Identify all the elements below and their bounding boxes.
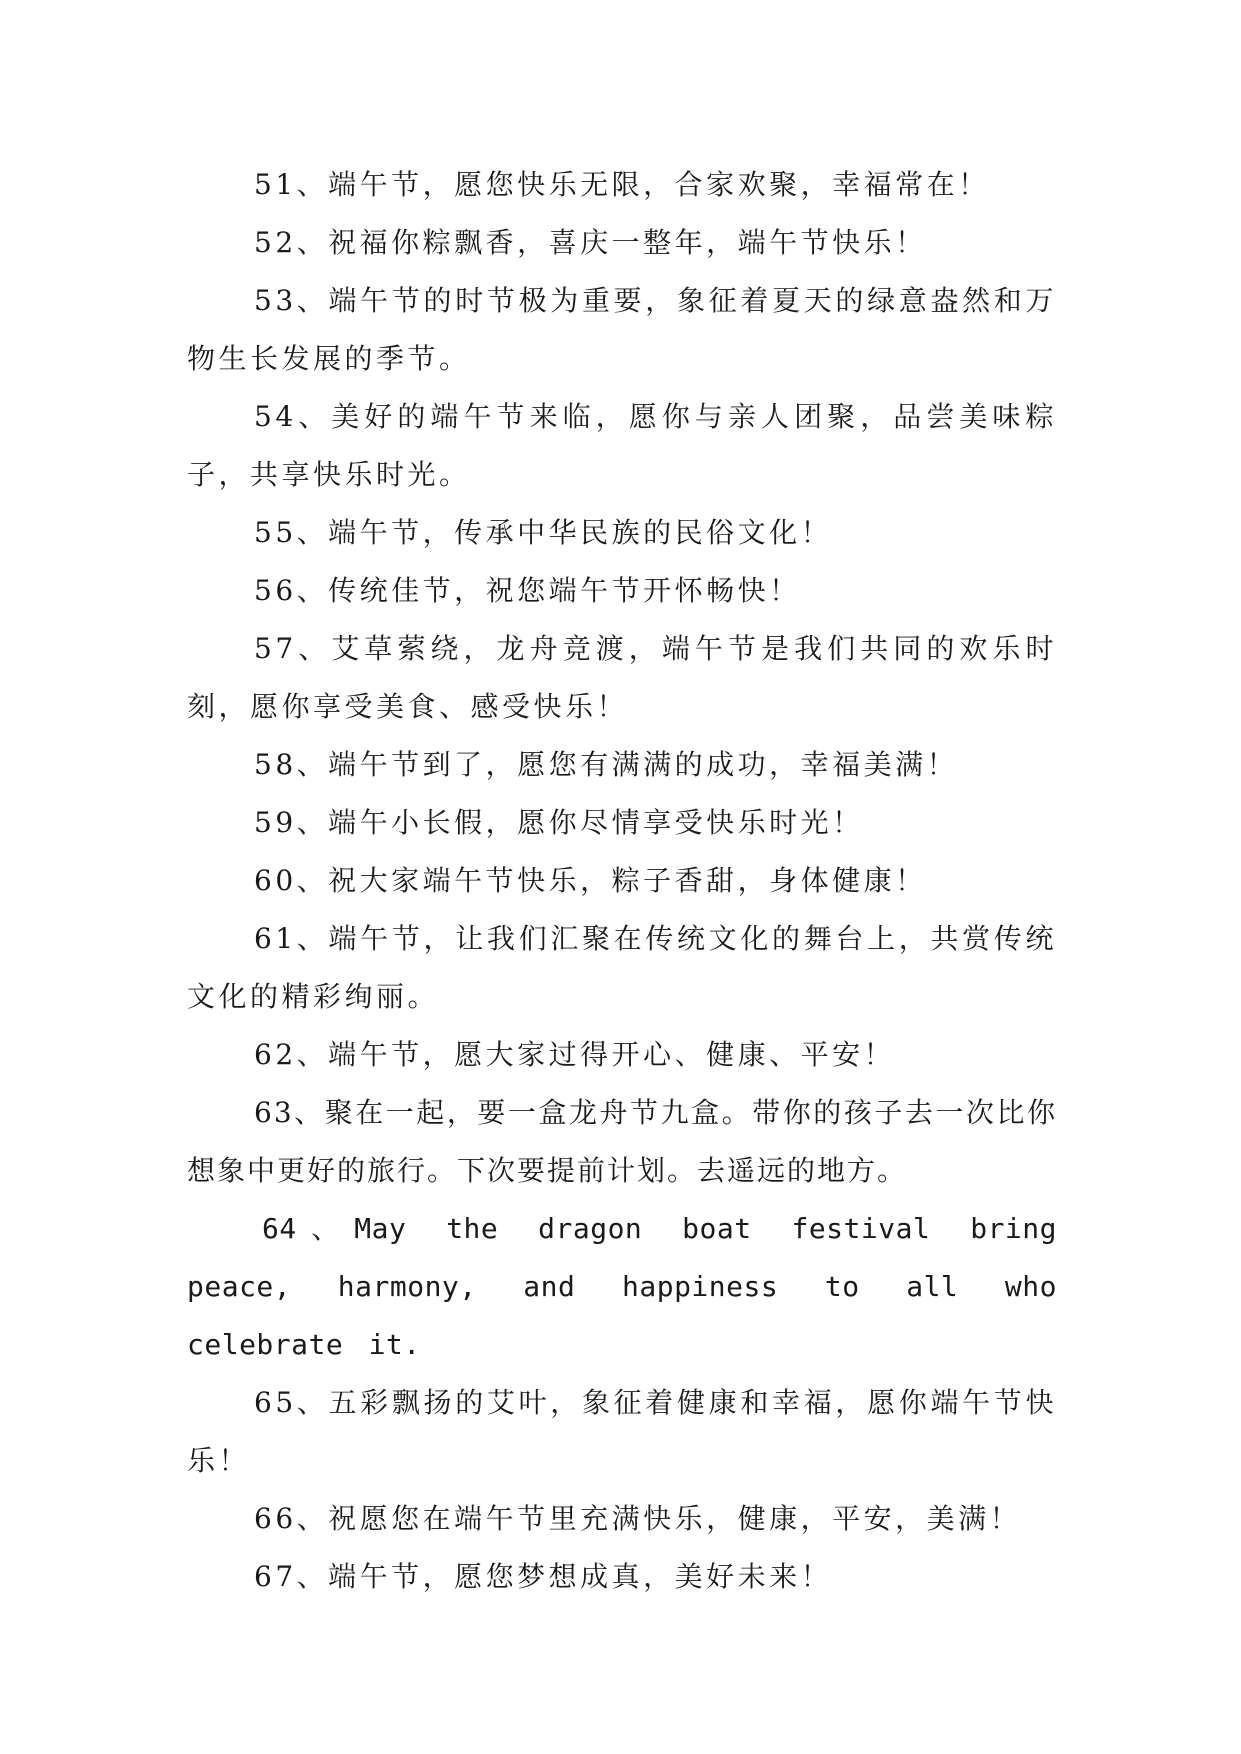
paragraph-63: 63、聚在一起，要一盒龙舟节九盒。带你的孩子去一次比你想象中更好的旅行。下次要提前计划。去遥远的地方。 bbox=[187, 1096, 1057, 1187]
paragraph-61: 61、端午节，让我们汇聚在传统文化的舞台上，共赏传统文化的精彩绚丽。 bbox=[187, 922, 1057, 1013]
paragraph-53: 53、端午节的时节极为重要，象征着夏天的绿意盎然和万物生长发展的季节。 bbox=[187, 284, 1057, 375]
paragraph-59: 59、端午小长假，愿你尽情享受快乐时光！ bbox=[254, 806, 864, 839]
document-body bbox=[187, 156, 1057, 1606]
paragraph-51: 51、端午节，愿您快乐无限，合家欢聚，幸福常在！ bbox=[254, 168, 990, 201]
paragraph-54: 54、美好的端午节来临，愿你与亲人团聚，品尝美味粽子，共享快乐时光。 bbox=[187, 400, 1057, 491]
paragraph-58: 58、端午节到了，愿您有满满的成功，幸福美满！ bbox=[254, 748, 959, 781]
paragraph-56: 56、传统佳节，祝您端午节开怀畅快！ bbox=[254, 574, 801, 607]
paragraph-66: 66、祝愿您在端午节里充满快乐，健康，平安，美满！ bbox=[254, 1502, 1022, 1535]
paragraph-55: 55、端午节，传承中华民族的民俗文化！ bbox=[254, 516, 833, 549]
paragraph-64: 64、May the dragon boat festival bring peace, harmony, and happiness to all who celebrate it. bbox=[187, 1212, 1057, 1361]
paragraph-65: 65、五彩飘扬的艾叶，象征着健康和幸福，愿你端午节快乐！ bbox=[187, 1386, 1057, 1477]
paragraph-67: 67、端午节，愿您梦想成真，美好未来！ bbox=[254, 1560, 833, 1593]
paragraph-62: 62、端午节，愿大家过得开心、健康、平安！ bbox=[254, 1038, 896, 1071]
paragraph-52: 52、祝福你粽飘香，喜庆一整年，端午节快乐！ bbox=[254, 226, 927, 259]
paragraph-57: 57、艾草萦绕，龙舟竞渡，端午节是我们共同的欢乐时刻，愿你享受美食、感受快乐！ bbox=[187, 632, 1057, 723]
paragraph-60: 60、祝大家端午节快乐，粽子香甜，身体健康！ bbox=[254, 864, 927, 897]
